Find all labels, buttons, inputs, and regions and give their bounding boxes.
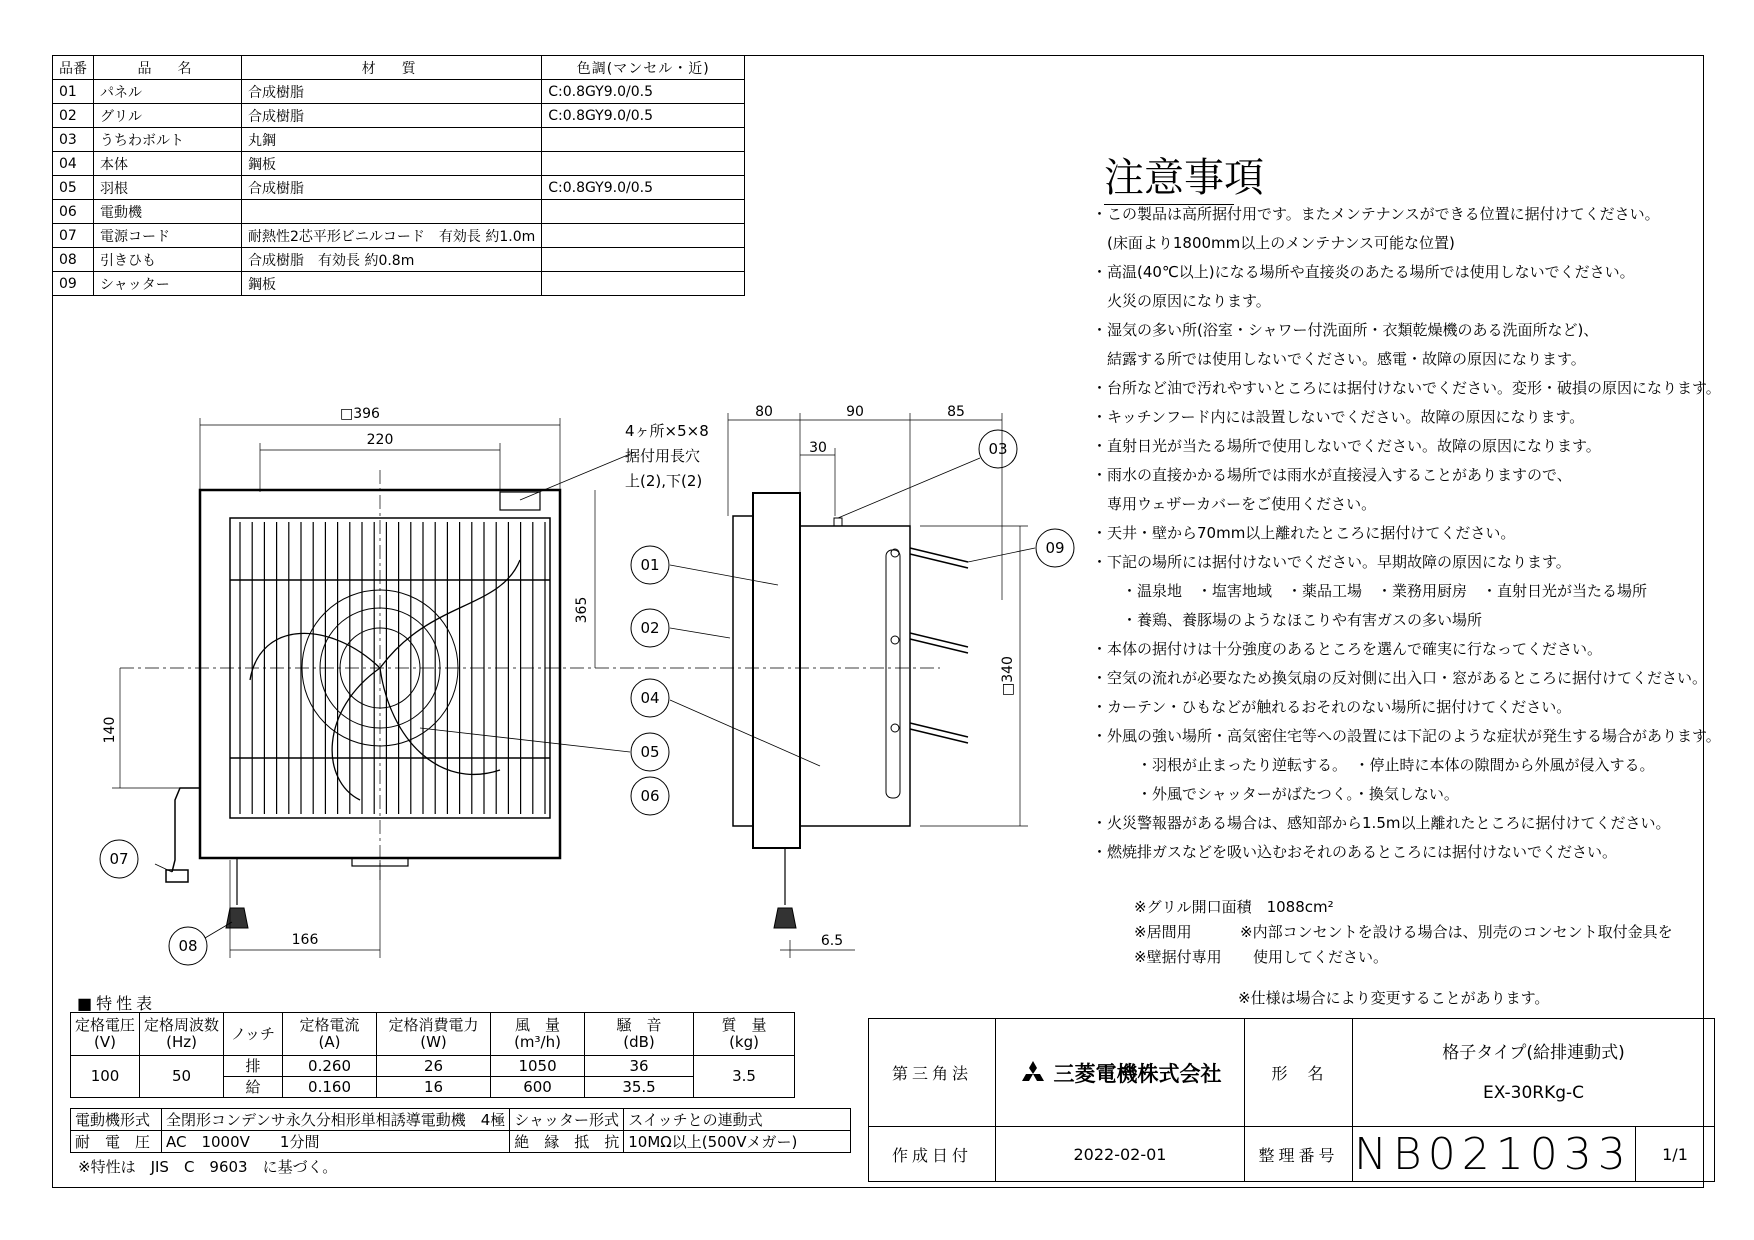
hdr-power: 定格消費電力 (W) <box>377 1013 491 1056</box>
note-line: ・カーテン・ひもなどが触れるおそれのない場所に据付けてください。 <box>1092 698 1572 716</box>
callout-05-label: 05 <box>640 743 660 761</box>
callout-08-label: 08 <box>178 937 198 955</box>
motor-label: 電動機形式 <box>71 1109 162 1131</box>
model-number: EX-30RKg-C <box>1482 1082 1585 1103</box>
parts-cell-material: 合成樹脂 <box>242 80 542 104</box>
doc-no-cell <box>1353 1127 1636 1182</box>
parts-cell-material: 合成樹脂 <box>242 176 542 200</box>
mount-hole-note-3: 上(2),下(2) <box>625 472 703 490</box>
sheet-no: 1/1 <box>1636 1127 1715 1182</box>
spec-table-extra <box>70 1108 851 1153</box>
hdr-notch: ノッチ <box>224 1013 283 1056</box>
outlet-note-2: 使用してください。 <box>1253 948 1389 966</box>
doc-number: NB021033 <box>1354 1128 1632 1180</box>
dim-140: 140 <box>102 716 118 744</box>
side-body <box>800 526 910 826</box>
dim-396: □396 <box>340 406 380 422</box>
parts-cell-name: 電源コード <box>94 224 242 248</box>
note-line: ・本体の据付けは十分強度のあるところを選んで確実に行なってください。 <box>1092 640 1603 658</box>
parts-cell-no: 02 <box>53 104 94 128</box>
callout-07-label: 07 <box>109 850 129 868</box>
note-line: ・下記の場所には据付けないでください。早期故障の原因になります。 <box>1092 553 1571 571</box>
spec-table <box>70 1012 795 1098</box>
col-no: 品番 <box>53 56 94 80</box>
power-supply: 16 <box>377 1077 491 1098</box>
parts-cell-color: C:0.8GY9.0/0.5 <box>542 176 745 200</box>
date-label: 作成日付 <box>869 1127 996 1182</box>
noise-exhaust: 36 <box>585 1056 694 1077</box>
notch-exhaust: 排 <box>224 1056 283 1077</box>
note-line: ・雨水の直接かかる場所では雨水が直接浸入することがありますので、 <box>1092 466 1572 484</box>
dim-30: 30 <box>809 440 827 456</box>
parts-cell-name: パネル <box>94 80 242 104</box>
current-supply: 0.160 <box>283 1077 377 1098</box>
note-line: (床面より1800mm以上のメンテナンス可能な位置) <box>1092 234 1455 252</box>
parts-cell-no: 09 <box>53 272 94 296</box>
col-color: 色調(マンセル・近) <box>542 56 745 80</box>
dim-365: 365 <box>574 596 590 624</box>
parts-cell-name: 羽根 <box>94 176 242 200</box>
parts-cell-material: 鋼板 <box>242 272 542 296</box>
parts-cell-no: 05 <box>53 176 94 200</box>
model-cell <box>1353 1019 1715 1127</box>
parts-cell-material: 合成樹脂 有効長 約0.8m <box>242 248 542 272</box>
spec-footnote: ※特性は JIS C 9603 に基づく。 <box>78 1158 338 1176</box>
note-line: ・直射日光が当たる場所で使用しないでください。故障の原因になります。 <box>1092 437 1601 455</box>
parts-cell-material: 鋼板 <box>242 152 542 176</box>
insulation-value: 10MΩ以上(500Vメガー) <box>624 1131 851 1153</box>
parts-cell-name: 電動機 <box>94 200 242 224</box>
parts-cell-no: 04 <box>53 152 94 176</box>
col-name: 品 名 <box>94 56 242 80</box>
hdr-current: 定格電流 (A) <box>283 1013 377 1056</box>
outlet-note-1: ※内部コンセントを設ける場合は、別売のコンセント取付金具を <box>1240 923 1673 941</box>
airflow-supply: 600 <box>491 1077 585 1098</box>
fan-blade <box>250 633 380 680</box>
wall-note: ※壁据付専用 <box>1134 948 1222 966</box>
note-line: ・養鶏、養豚場のようなほこりや有害ガスの多い場所 <box>1092 611 1483 629</box>
parts-cell-name: 本体 <box>94 152 242 176</box>
side-panel-flange <box>733 516 753 826</box>
parts-cell-color: C:0.8GY9.0/0.5 <box>542 104 745 128</box>
noise-supply: 35.5 <box>585 1077 694 1098</box>
note-line: ・外風の強い場所・高気密住宅等への設置には下記のような症状が発生する場合があります。 <box>1092 727 1721 745</box>
hdr-voltage: 定格電圧 (V) <box>71 1013 140 1056</box>
dim-80: 80 <box>755 404 773 420</box>
dim-90: 90 <box>846 404 864 420</box>
notes-title: 注意事項 <box>1104 146 1264 203</box>
pull-handle <box>226 908 248 928</box>
parts-cell-name: グリル <box>94 104 242 128</box>
parts-cell-no: 03 <box>53 128 94 152</box>
shutter-value: スイッチとの連動式 <box>624 1109 851 1131</box>
side-panel <box>753 493 800 848</box>
hdr-freq: 定格周波数 (Hz) <box>140 1013 224 1056</box>
parts-cell-no: 06 <box>53 200 94 224</box>
dim-6-5: 6.5 <box>820 933 844 949</box>
parts-cell-name: シャッター <box>94 272 242 296</box>
callout-01-label: 01 <box>640 556 660 574</box>
company-name: 三菱電機株式会社 <box>1053 1061 1222 1086</box>
note-line: ・外風でシャッターがばたつく。・換気しない。 <box>1092 785 1459 803</box>
parts-cell-name: 引きひも <box>94 248 242 272</box>
parts-cell-material: 合成樹脂 <box>242 104 542 128</box>
note-line: ・台所など油で汚れやすいところには据付けないでください。変形・破損の原因になります。 <box>1092 379 1721 397</box>
airflow-exhaust: 1050 <box>491 1056 585 1077</box>
note-line: ・羽根が止まったり逆転する。 ・停止時に本体の隙間から外風が侵入する。 <box>1092 756 1655 774</box>
date-value: 2022-02-01 <box>996 1127 1245 1182</box>
hdr-noise: 騒 音 (dB) <box>585 1013 694 1056</box>
plug <box>166 870 188 882</box>
parts-cell-no: 01 <box>53 80 94 104</box>
note-line: ・空気の流れが必要なため換気扇の反対側に出入口・窓があるところに据付けてください。 <box>1092 669 1708 687</box>
dim-220: 220 <box>366 432 394 448</box>
projection: 第三角法 <box>869 1019 996 1127</box>
note-line: ・天井・壁から70mm以上離れたところに据付けてください。 <box>1092 524 1516 542</box>
withstand-label: 耐 電 圧 <box>71 1131 162 1153</box>
callout-02-label: 02 <box>640 619 660 637</box>
spec-table-title: ■特性表 <box>77 994 157 1013</box>
hdr-airflow: 風 量 (m³/h) <box>491 1013 585 1056</box>
parts-cell-no: 08 <box>53 248 94 272</box>
mount-hole-note-2: 据付用長穴 <box>625 447 701 465</box>
notes-list <box>1092 200 1721 867</box>
note-line: 火災の原因になります。 <box>1092 292 1271 310</box>
doc-no-label: 整理番号 <box>1245 1127 1353 1182</box>
parts-cell-material: 丸鋼 <box>242 128 542 152</box>
col-material: 材 質 <box>242 56 542 80</box>
dim-85: 85 <box>947 404 965 420</box>
power-exhaust: 26 <box>377 1056 491 1077</box>
title-block <box>868 1018 1715 1182</box>
parts-cell-name: うちわボルト <box>94 128 242 152</box>
withstand-value: AC 1000V 1分間 <box>162 1131 510 1153</box>
side-notes <box>1134 895 1673 970</box>
note-line: 専用ウェザーカバーをご使用ください。 <box>1092 495 1377 513</box>
dim-166: 166 <box>291 932 319 948</box>
model-label: 形 名 <box>1245 1019 1353 1127</box>
notch-supply: 給 <box>224 1077 283 1098</box>
note-line: ・湿気の多い所(浴室・シャワー付洗面所・衣類乾燥機のある洗面所など)、 <box>1092 321 1599 339</box>
note-line: ・火災警報器がある場合は、感知部から1.5m以上離れたところに据付けてください。 <box>1092 814 1671 832</box>
shutter-label: シャッター形式 <box>510 1109 624 1131</box>
note-line: ・燃焼排ガスなどを吸い込むおそれのあるところには据付けないでください。 <box>1092 843 1618 861</box>
parts-cell-material: 耐熱性2芯平形ビニルコード 有効長 約1.0m <box>242 224 542 248</box>
current-exhaust: 0.260 <box>283 1056 377 1077</box>
hdr-mass: 質 量 (kg) <box>694 1013 795 1056</box>
mitsubishi-logo-icon <box>1018 1060 1048 1086</box>
callout-09-label: 09 <box>1045 539 1065 557</box>
power-cord <box>172 788 200 872</box>
grille-area-note: ※グリル開口面積 1088cm² <box>1134 898 1334 916</box>
living-note: ※居間用 <box>1134 923 1192 941</box>
callout-04-label: 04 <box>640 689 660 707</box>
parts-cell-no: 07 <box>53 224 94 248</box>
note-line: ・キッチンフード内には設置しないでください。故障の原因になります。 <box>1092 408 1585 426</box>
note-line: ・高温(40℃以上)になる場所や直接炎のあたる場所では使用しないでください。 <box>1092 263 1635 281</box>
freq-value: 50 <box>140 1056 224 1098</box>
company-cell <box>996 1019 1245 1127</box>
insulation-label: 絶 縁 抵 抗 <box>510 1131 624 1153</box>
spec-change-note: ※仕様は場合により変更することがあります。 <box>1238 989 1550 1007</box>
mass-value: 3.5 <box>694 1056 795 1098</box>
model-type: 格子タイプ(給排連動式) <box>1442 1042 1625 1063</box>
callout-06-label: 06 <box>640 787 660 805</box>
callout-03-label: 03 <box>988 440 1008 458</box>
fan-blade <box>380 560 520 668</box>
dim-340: □340 <box>1000 656 1016 696</box>
motor-value: 全閉形コンデンサ永久分相形単相誘導電動機 4極 <box>162 1109 510 1131</box>
parts-cell-color: C:0.8GY9.0/0.5 <box>542 80 745 104</box>
note-line: 結露する所では使用しないでください。感電・故障の原因になります。 <box>1092 350 1586 368</box>
note-line: ・温泉地 ・塩害地域 ・薬品工場 ・業務用厨房 ・直射日光が当たる場所 <box>1092 582 1648 600</box>
voltage-value: 100 <box>71 1056 140 1098</box>
mount-hole-note-1: 4ヶ所×5×8 <box>625 422 709 440</box>
note-line: ・この製品は高所据付用です。またメンテナンスができる位置に据付けてください。 <box>1092 205 1660 223</box>
